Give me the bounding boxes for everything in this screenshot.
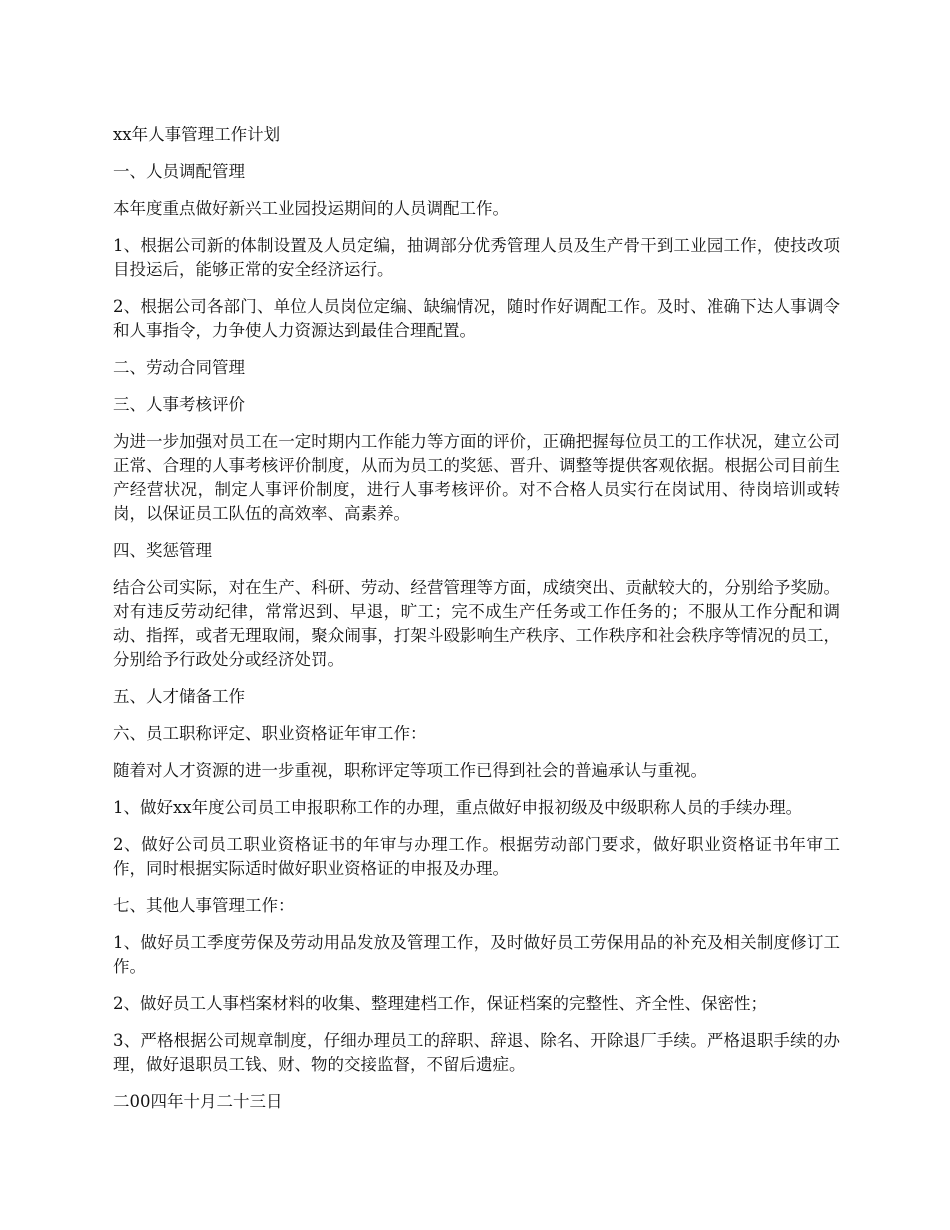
section-heading-labor-contract: 二、劳动合同管理 (113, 358, 245, 377)
section-heading-other: 七、其他人事管理工作： (113, 896, 295, 915)
document-title: xx年人事管理工作计划 (113, 125, 281, 144)
paragraph: 1、做好xx年度公司员工申报职称工作的办理，重点做好申报初级及中级职称人员的手续办理。 (113, 798, 803, 817)
section-heading-rewards: 四、奖惩管理 (113, 541, 212, 560)
paragraph: 结合公司实际，对在生产、科研、劳动、经营管理等方面，成绩突出、贡献较大的，分别给予奖励。对有违反劳动纪律，常常迟到、早退，旷工；完不成生产任务或工作任务的；不服从工作分配和调动、指挥，或者无理取闹，聚众闹事，打架斗殴影响生产秩序、工作秩序和社会秩序等情况的员工，分别给予行政处分或经济处罚。 (113, 578, 840, 669)
section-heading-personnel-allocation: 一、人员调配管理 (113, 162, 245, 181)
paragraph: 随着对人才资源的进一步重视，职称评定等项工作已得到社会的普遍承认与重视。 (113, 761, 707, 780)
paragraph: 3、严格根据公司规章制度，仔细办理员工的辞职、辞退、除名、开除退厂手续。严格退职手续的办理，做好退职员工钱、财、物的交接监督，不留后遗症。 (113, 1031, 840, 1074)
paragraph: 2、做好公司员工职业资格证书的年审与办理工作。根据劳动部门要求，做好职业资格证书年审工作，同时根据实际适时做好职业资格证的申报及办理。 (113, 835, 840, 878)
document-page (113, 123, 840, 1127)
paragraph: 为进一步加强对员工在一定时期内工作能力等方面的评价，正确把握每位员工的工作状况，建立公司正常、合理的人事考核评价制度，从而为员工的奖惩、晋升、调整等提供客观依据。根据公司目前生产经营状况，制定人事评价制度，进行人事考核评价。对不合格人员实行在岗试用、待岗培训或转岗，以保证员工队伍的高效率、高素养。 (113, 432, 840, 523)
document-date: 二00四年十月二十三日 (113, 1092, 283, 1111)
paragraph: 1、做好员工季度劳保及劳动用品发放及管理工作，及时做好员工劳保用品的补充及相关制度修订工作。 (113, 933, 840, 976)
paragraph: 本年度重点做好新兴工业园投运期间的人员调配工作。 (113, 199, 509, 218)
paragraph: 2、做好员工人事档案材料的收集、整理建档工作，保证档案的完整性、齐全性、保密性； (113, 994, 767, 1013)
section-heading-talent-reserve: 五、人才储备工作 (113, 687, 245, 706)
paragraph: 1、根据公司新的体制设置及人员定编，抽调部分优秀管理人员及生产骨干到工业园工作，使技改项目投运后，能够正常的安全经济运行。 (113, 236, 840, 279)
section-heading-titles: 六、员工职称评定、职业资格证年审工作： (113, 724, 427, 743)
section-heading-assessment: 三、人事考核评价 (113, 395, 245, 414)
paragraph: 2、根据公司各部门、单位人员岗位定编、缺编情况，随时作好调配工作。及时、准确下达人事调令和人事指令，力争使人力资源达到最佳合理配置。 (113, 297, 840, 340)
